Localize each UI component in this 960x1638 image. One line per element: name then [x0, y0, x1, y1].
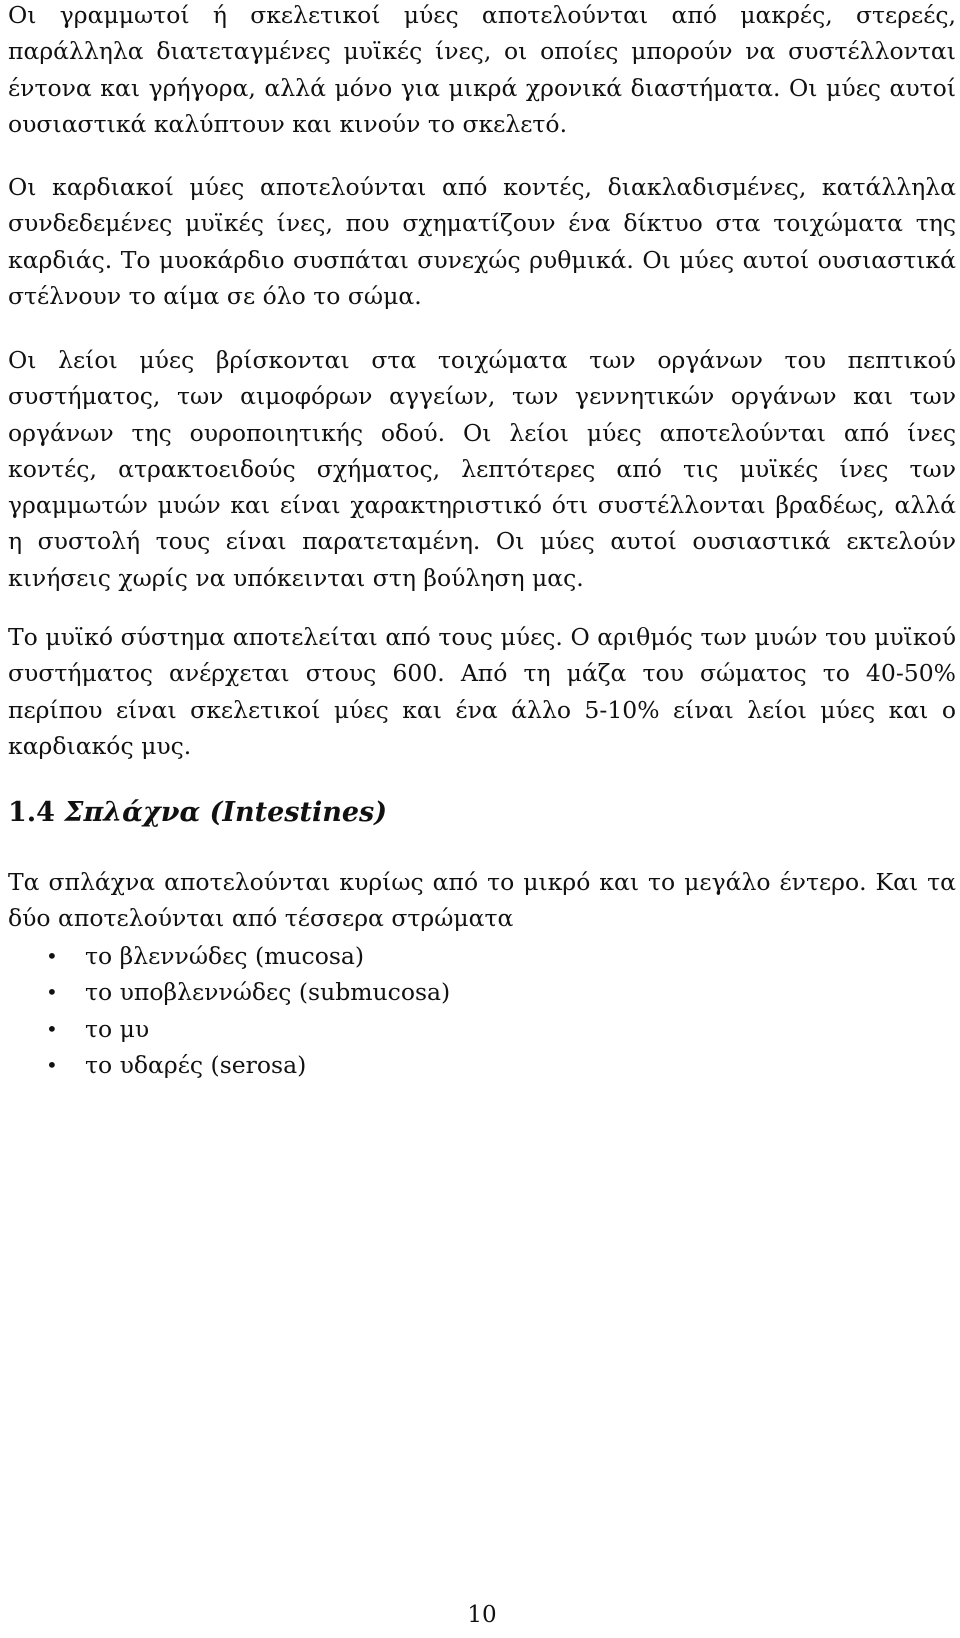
list-item — [8, 974, 450, 1010]
page-number: 10 — [467, 1602, 497, 1628]
list-item — [8, 938, 450, 974]
section-number: 1.4 — [8, 797, 55, 828]
list-item-text: το υδαρές (serosa) — [85, 1050, 307, 1079]
section-title: Σπλάχνα (Intestines) — [64, 797, 388, 828]
bullet-icon: • — [46, 1052, 58, 1077]
list-item — [8, 1047, 450, 1083]
paragraph-cardiac-muscles: Οι καρδιακοί μύες αποτελούνται από κοντές, διακλαδισμένες, κατάλληλα συνδεδεμένες μυϊκές ίνες, που σχηματίζουν ένα δίκτυο στα τοιχώματα της καρδιάς. Το μυοκάρδιο συσπάται συνεχώς ρυθμικά. Οι μύες αυτοί ουσιαστικά στέλνουν το αίμα σε όλο το σώμα. — [8, 173, 956, 310]
bullet-icon: • — [46, 944, 58, 968]
list-item-text: το μυ — [85, 1014, 150, 1043]
list-item — [8, 1011, 450, 1047]
list-item-text: το υποβλεννώδες (submucosa) — [85, 978, 451, 1007]
bullet-icon: • — [46, 980, 58, 1005]
paragraph-intestines: Τα σπλάχνα αποτελούνται κυρίως από το μικρό και το μεγάλο έντερο. Και τα δύο αποτελούνται από τέσσερα στρώματα — [8, 868, 956, 933]
bullet-icon: • — [46, 1016, 58, 1041]
section-heading — [8, 795, 387, 831]
list-item-text: το βλεννώδες (mucosa) — [85, 942, 365, 970]
paragraph-muscular-system: Το μυϊκό σύστημα αποτελείται από τους μύες. Ο αριθμός των μυών του μυϊκού συστήματος ανέρχεται στους 600. Από τη μάζα του σώματος το 40-50% περίπου είναι σκελετικοί μύες και ένα άλλο 5-10% είναι λείοι μύες και ο καρδιακός μυς. — [8, 623, 956, 760]
paragraph-skeletal-muscles: Οι γραμμωτοί ή σκελετικοί μύες αποτελούνται από μακρές, στερεές, παράλληλα διατεταγμένες μυϊκές ίνες, οι οποίες μπορούν να συστέλλονται έντονα και γρήγορα, αλλά μόνο για μικρά χρονικά διαστήματα. Οι μύες αυτοί ουσιαστικά καλύπτουν και κινούν το σκελετό. — [8, 1, 956, 138]
paragraph-smooth-muscles: Οι λείοι μύες βρίσκονται στα τοιχώματα των οργάνων του πεπτικού συστήματος, των αιμοφόρων αγγείων, των γεννητικών οργάνων και των οργάνων της ουροποιητικής οδού. Οι λείοι μύες αποτελούνται από ίνες κοντές, ατρακτοειδούς σχήματος, λεπτότερες από τις μυϊκές ίνες των γραμμωτών μυών και είναι χαρακτηριστικό ότι συστέλλονται βραδέως, αλλά η συστολή τους είναι παρατεταμένη. Οι μύες αυτοί ουσιαστικά εκτελούν κινήσεις χωρίς να υπόκεινται στη βούληση μας. — [8, 346, 956, 592]
layers-list — [8, 938, 450, 1083]
